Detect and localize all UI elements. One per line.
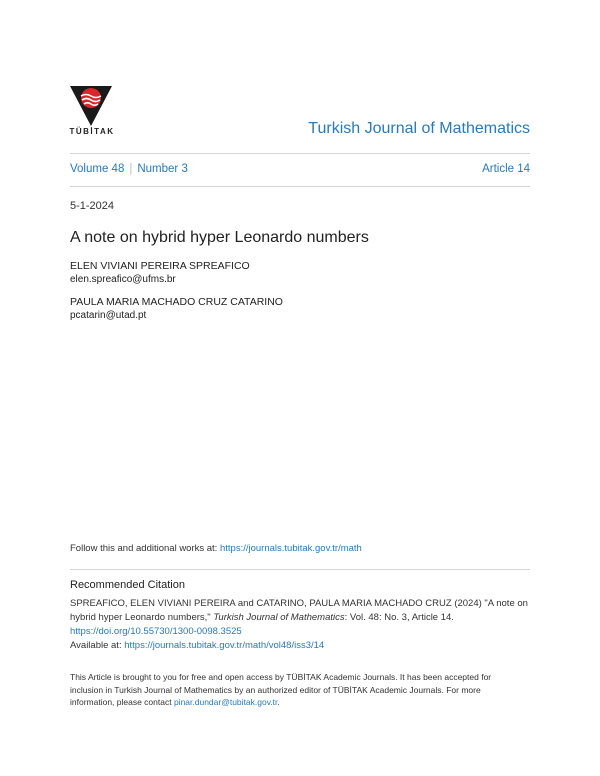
follow-text: Follow this and additional works at: bbox=[70, 543, 220, 554]
volume-link[interactable]: Volume 48 bbox=[70, 163, 125, 175]
citation-text: : Vol. 48: No. 3, Article 14. bbox=[344, 612, 454, 623]
author-name: PAULA MARIA MACHADO CRUZ CATARINO bbox=[70, 296, 283, 308]
available-link[interactable]: https://journals.tubitak.gov.tr/math/vol48/iss3/14 bbox=[124, 640, 325, 651]
citation-text: hybrid hyper Leonardo numbers," bbox=[70, 612, 214, 623]
citation-available bbox=[70, 639, 530, 653]
available-label: Available at: bbox=[70, 640, 125, 651]
divider-bottom bbox=[70, 186, 530, 187]
footer-note bbox=[70, 671, 530, 709]
journal-title[interactable]: Turkish Journal of Mathematics bbox=[308, 120, 530, 137]
issue-bar bbox=[70, 163, 530, 175]
follow-link[interactable]: https://journals.tubitak.gov.tr/math bbox=[219, 543, 362, 554]
doi-link[interactable]: https://doi.org/10.55730/1300-0098.3525 bbox=[70, 626, 242, 637]
article-number-link[interactable]: Article 14 bbox=[482, 163, 530, 175]
citation-line bbox=[70, 611, 530, 625]
contact-email-link[interactable]: pinar.dundar@tubitak.gov.tr bbox=[173, 697, 278, 707]
follow-line bbox=[70, 543, 362, 554]
footer-line: inclusion in Turkish Journal of Mathematics by an authorized editor of TÜBİTAK Academic Journals. For more bbox=[70, 684, 481, 695]
citation-body bbox=[70, 597, 530, 653]
footer-line: This Article is brought to you for free and open access by TÜBİTAK Academic Journals. It has been accepted for bbox=[70, 672, 492, 682]
author-email[interactable]: elen.spreafico@ufms.br bbox=[70, 274, 176, 285]
citation-heading: Recommended Citation bbox=[70, 579, 185, 591]
footer-line bbox=[70, 696, 530, 709]
publication-date: 5-1-2024 bbox=[70, 200, 115, 212]
number-link[interactable]: Number 3 bbox=[137, 163, 188, 175]
divider-citation bbox=[70, 569, 530, 570]
footer-text: . bbox=[277, 697, 280, 707]
issue-separator: | bbox=[129, 163, 133, 175]
article-title: A note on hybrid hyper Leonardo numbers bbox=[70, 229, 369, 246]
author-email[interactable]: pcatarin@utad.pt bbox=[70, 310, 147, 321]
divider-top bbox=[70, 153, 530, 154]
logo-wordmark: TÜBİTAK bbox=[69, 127, 115, 136]
author-name: ELEN VIVIANI PEREIRA SPREAFICO bbox=[70, 260, 250, 272]
footer-text: information, please contact bbox=[70, 697, 174, 707]
citation-journal: Turkish Journal of Mathematics bbox=[213, 612, 345, 623]
citation-line: SPREAFICO, ELEN VIVIANI PEREIRA and CATARINO, PAULA MARIA MACHADO CRUZ (2024) "A note on bbox=[70, 598, 528, 609]
